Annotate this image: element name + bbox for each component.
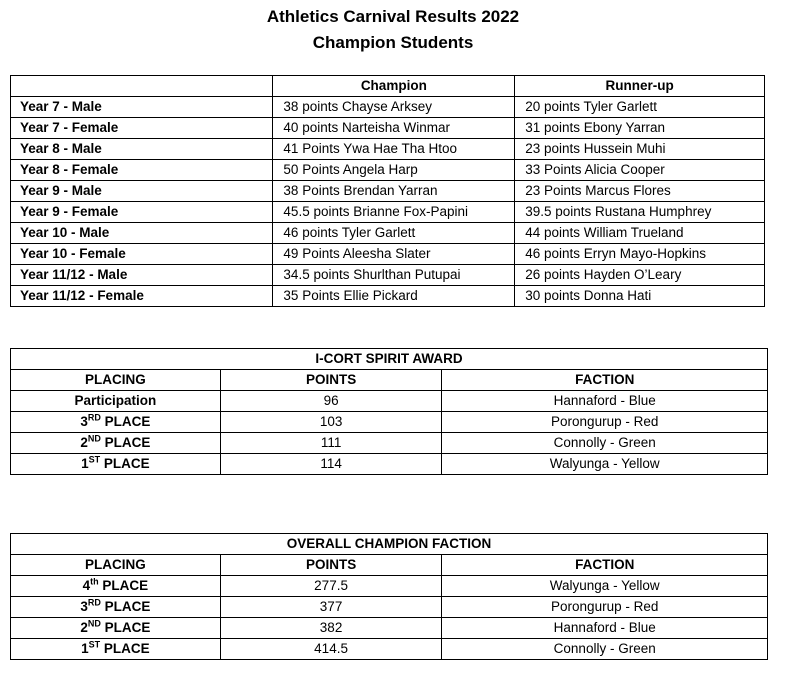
points-cell: 96 (220, 391, 442, 412)
overall-faction-title: OVERALL CHAMPION FACTION (11, 534, 768, 555)
placing-suffix: PLACE (100, 435, 151, 450)
table-row (11, 97, 765, 118)
champion-cell: 45.5 points Brianne Fox-Papini (273, 202, 515, 223)
points-cell: 114 (220, 454, 442, 475)
runner-up-cell: 33 Points Alicia Cooper (515, 160, 765, 181)
category-label: Year 11/12 - Female (11, 286, 273, 307)
placing-suffix: PLACE (100, 620, 151, 635)
runner-up-cell: 26 points Hayden O’Leary (515, 265, 765, 286)
champion-cell: 40 points Narteisha Winmar (273, 118, 515, 139)
champion-cell: 46 points Tyler Garlett (273, 223, 515, 244)
table-row (11, 118, 765, 139)
table-row (11, 265, 765, 286)
placing-cell (11, 454, 221, 475)
faction-cell: Connolly - Green (442, 639, 768, 660)
table-row (11, 576, 768, 597)
placing-cell (11, 597, 221, 618)
table-row (11, 618, 768, 639)
champion-cell: 34.5 points Shurlthan Putupai (273, 265, 515, 286)
runner-up-cell: 23 Points Marcus Flores (515, 181, 765, 202)
category-label: Year 10 - Male (11, 223, 273, 244)
placing-cell (11, 618, 221, 639)
points-cell: 277.5 (220, 576, 442, 597)
faction-cell: Walyunga - Yellow (442, 454, 768, 475)
table-row (11, 454, 768, 475)
champion-cell: 41 Points Ywa Hae Tha Htoo (273, 139, 515, 160)
table-row (11, 639, 768, 660)
placing-number: 2 (80, 620, 88, 635)
runner-up-cell: 23 points Hussein Muhi (515, 139, 765, 160)
champion-cell: 38 Points Brendan Yarran (273, 181, 515, 202)
overall-header-faction: FACTION (442, 555, 768, 576)
table-row (11, 181, 765, 202)
runner-up-cell: 39.5 points Rustana Humphrey (515, 202, 765, 223)
faction-cell: Hannaford - Blue (442, 391, 768, 412)
table-row (11, 286, 765, 307)
overall-faction-title-row (11, 534, 768, 555)
champions-header-runner-up: Runner-up (515, 76, 765, 97)
champions-header-row (11, 76, 765, 97)
placing-suffix: PLACE (100, 599, 151, 614)
points-cell: 111 (220, 433, 442, 454)
spirit-award-table (10, 348, 768, 475)
placing-ordinal: ST (88, 639, 101, 650)
runner-up-cell: 20 points Tyler Garlett (515, 97, 765, 118)
spirit-header-faction: FACTION (442, 370, 768, 391)
category-label: Year 7 - Female (11, 118, 273, 139)
champion-cell: 50 Points Angela Harp (273, 160, 515, 181)
placing-ordinal: ST (88, 454, 101, 465)
placing-suffix: PLACE (100, 414, 151, 429)
placing-number: Participation (74, 393, 157, 408)
table-row (11, 160, 765, 181)
spirit-header-placing: PLACING (11, 370, 221, 391)
table-row (11, 223, 765, 244)
spirit-award-title: I-CORT SPIRIT AWARD (11, 349, 768, 370)
champions-table (10, 75, 765, 307)
placing-number: 1 (81, 641, 89, 656)
table-row (11, 202, 765, 223)
placing-number: 1 (81, 456, 89, 471)
placing-ordinal: ND (87, 618, 101, 629)
faction-cell: Walyunga - Yellow (442, 576, 768, 597)
points-cell: 103 (220, 412, 442, 433)
category-label: Year 8 - Female (11, 160, 273, 181)
placing-cell (11, 412, 221, 433)
placing-number: 3 (80, 414, 88, 429)
placing-suffix: PLACE (98, 578, 149, 593)
placing-ordinal: RD (87, 412, 101, 423)
champions-header-category (11, 76, 273, 97)
placing-cell (11, 576, 221, 597)
category-label: Year 7 - Male (11, 97, 273, 118)
placing-cell (11, 639, 221, 660)
placing-suffix: PLACE (100, 456, 150, 471)
table-row (11, 244, 765, 265)
table-row (11, 597, 768, 618)
table-row (11, 433, 768, 454)
placing-number: 2 (80, 435, 88, 450)
placing-ordinal: th (90, 576, 99, 587)
placing-cell (11, 391, 221, 412)
champions-header-champion: Champion (273, 76, 515, 97)
points-cell: 377 (220, 597, 442, 618)
placing-ordinal: ND (87, 433, 101, 444)
overall-header-placing: PLACING (11, 555, 221, 576)
category-label: Year 9 - Female (11, 202, 273, 223)
runner-up-cell: 30 points Donna Hati (515, 286, 765, 307)
placing-number: 3 (80, 599, 88, 614)
champion-cell: 49 Points Aleesha Slater (273, 244, 515, 265)
runner-up-cell: 31 points Ebony Yarran (515, 118, 765, 139)
faction-cell: Porongurup - Red (442, 597, 768, 618)
overall-faction-table (10, 533, 768, 660)
category-label: Year 8 - Male (11, 139, 273, 160)
table-row (11, 139, 765, 160)
placing-suffix: PLACE (100, 641, 150, 656)
faction-cell: Porongurup - Red (442, 412, 768, 433)
category-label: Year 11/12 - Male (11, 265, 273, 286)
placing-number: 4 (82, 578, 91, 593)
page-title: Athletics Carnival Results 2022 (266, 7, 520, 26)
points-cell: 414.5 (220, 639, 442, 660)
champion-cell: 38 points Chayse Arksey (273, 97, 515, 118)
spirit-award-header-row (11, 370, 768, 391)
table-row (11, 391, 768, 412)
placing-ordinal: RD (87, 597, 101, 608)
champion-cell: 35 Points Ellie Pickard (273, 286, 515, 307)
overall-header-points: POINTS (220, 555, 442, 576)
page-subtitle: Champion Students (312, 33, 474, 52)
runner-up-cell: 44 points William Trueland (515, 223, 765, 244)
spirit-header-points: POINTS (220, 370, 442, 391)
category-label: Year 9 - Male (11, 181, 273, 202)
table-row (11, 412, 768, 433)
overall-faction-header-row (11, 555, 768, 576)
placing-cell (11, 433, 221, 454)
points-cell: 382 (220, 618, 442, 639)
runner-up-cell: 46 points Erryn Mayo-Hopkins (515, 244, 765, 265)
category-label: Year 10 - Female (11, 244, 273, 265)
faction-cell: Connolly - Green (442, 433, 768, 454)
faction-cell: Hannaford - Blue (442, 618, 768, 639)
spirit-award-title-row (11, 349, 768, 370)
